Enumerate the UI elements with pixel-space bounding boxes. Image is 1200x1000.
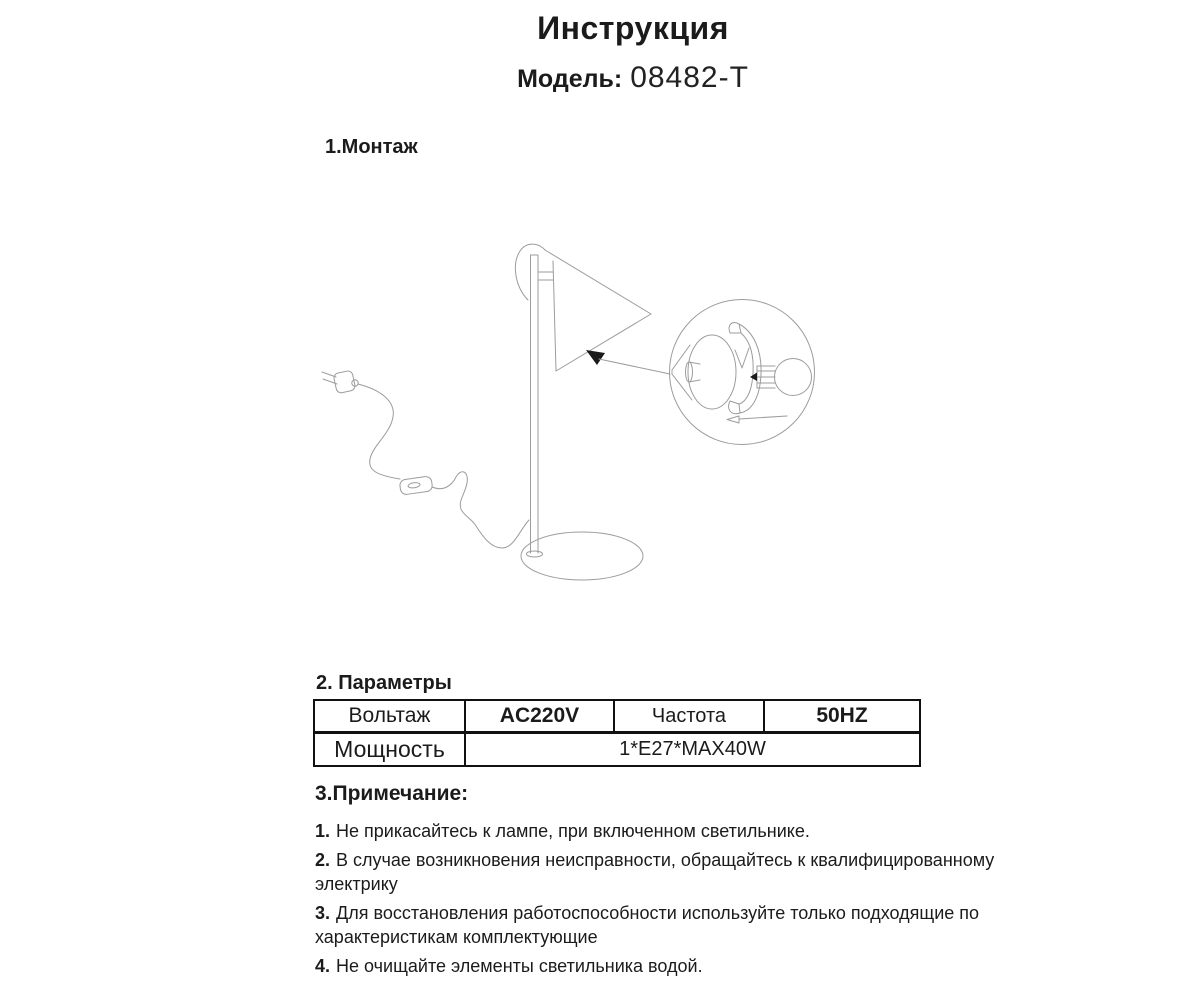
- page-title: Инструкция: [537, 10, 729, 46]
- param-label-power: Мощность: [314, 733, 465, 767]
- param-value-voltage: AC220V: [465, 700, 614, 733]
- note-number: 1.: [315, 821, 331, 841]
- lamp-shade: [515, 244, 651, 371]
- note-item: [315, 848, 1015, 896]
- pointer-arrow-icon: [586, 350, 670, 374]
- notes-section: [315, 782, 1015, 983]
- section-heading-notes: 3.Примечание:: [315, 782, 469, 805]
- parameters-table: [313, 699, 921, 767]
- model-label: Модель:: [517, 65, 623, 93]
- note-item: [315, 954, 1015, 978]
- bulb-detail-circle: [670, 300, 815, 445]
- note-text: Не очищайте элементы светильника водой.: [336, 956, 703, 976]
- lamp-base: [521, 532, 643, 580]
- note-text: Для восстановления работоспособности используйте только подходящие по характеристикам комплектующие: [315, 903, 980, 947]
- power-plug-icon: [322, 370, 358, 394]
- power-cord: [432, 472, 529, 548]
- section-heading-montage: 1.Монтаж: [325, 136, 418, 158]
- switch-icon: [399, 476, 433, 495]
- model-line: [33, 61, 1200, 95]
- rotation-arrow-icon: [729, 323, 761, 414]
- section-heading-params: 2. Параметры: [316, 672, 452, 694]
- lamp-assembly-drawing: [300, 228, 840, 593]
- note-number: 3.: [315, 903, 331, 923]
- note-number: 2.: [315, 850, 331, 870]
- lamp-pole: [531, 255, 539, 553]
- header: [33, 10, 1200, 95]
- note-item: [315, 819, 1015, 843]
- note-number: 4.: [315, 956, 331, 976]
- param-label-frequency: Частота: [614, 700, 764, 733]
- bulb-icon: [757, 359, 812, 396]
- table-row: [314, 700, 920, 733]
- shade-detail: [672, 335, 736, 409]
- power-cord: [358, 384, 400, 479]
- note-text: Не прикасайтесь к лампе, при включенном светильнике.: [336, 821, 810, 841]
- table-row: [314, 733, 920, 767]
- note-text: В случае возникновения неисправности, обращайтесь к квалифицированному электрику: [315, 850, 995, 894]
- param-label-voltage: Вольтаж: [314, 700, 465, 733]
- note-item: [315, 901, 1015, 949]
- param-value-frequency: 50HZ: [764, 700, 920, 733]
- insert-direction-arrow-icon: [727, 416, 787, 423]
- model-number: 08482-T: [630, 61, 749, 94]
- param-value-power: 1*E27*MAX40W: [465, 733, 920, 767]
